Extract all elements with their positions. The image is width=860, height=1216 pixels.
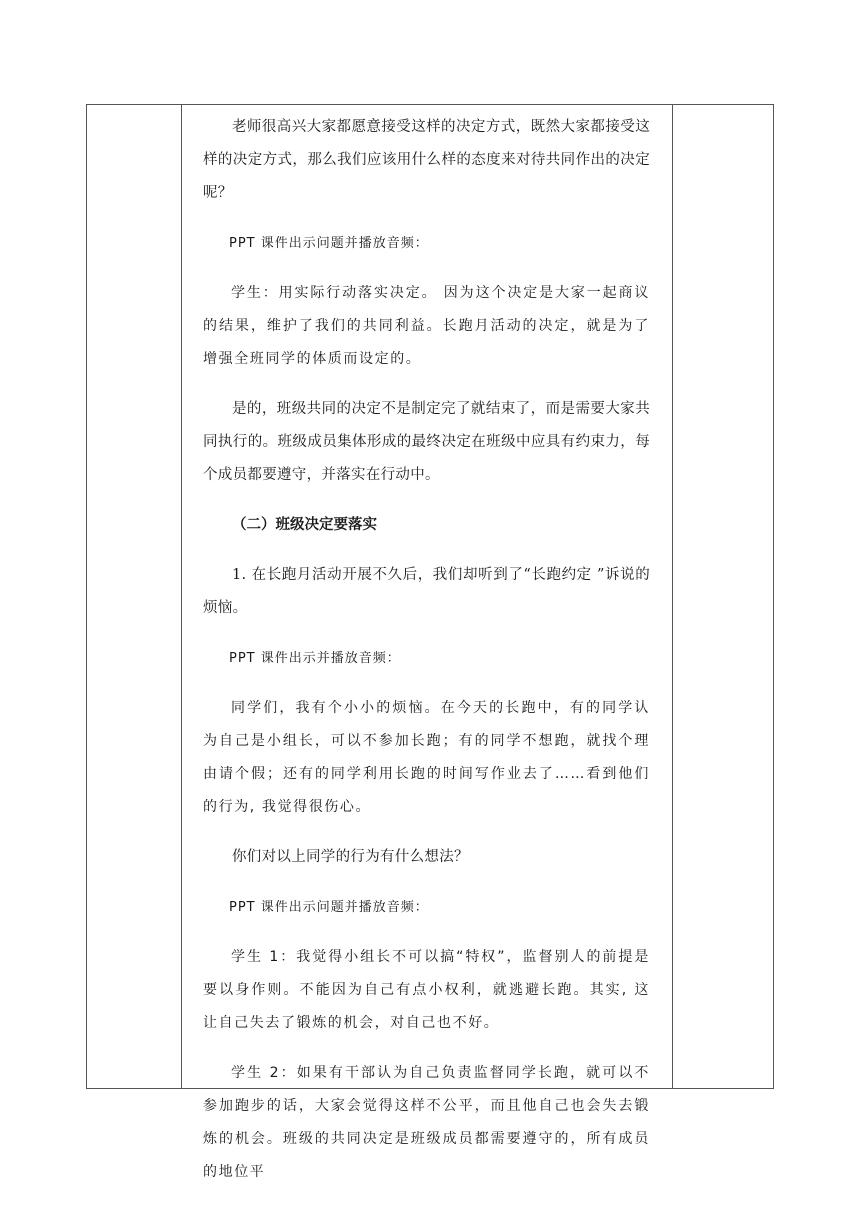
- paragraph-teacher-question: 老师很高兴大家都愿意接受这样的决定方式，既然大家都接受这样的决定方式，那么我们应该用什么样的态度来对待共同作出的决定呢？: [203, 119, 650, 201]
- paragraph-activity-intro: 1. 在长跑月活动开展不久后，我们却听到了“长跑约定 ”诉说的烦恼。: [203, 567, 650, 616]
- paragraph-student-answer: 学生：用实际行动落实决定。 因为这个决定是大家一起商议的结果，维护了我们的共同利益。长跑月活动的决定，就是为了增强全班同学的体质而设定的。: [203, 285, 650, 367]
- paragraph-ppt-instruction-2: PPT 课件出示并播放音频：: [229, 651, 401, 666]
- paragraph-student-1: 学生 1：我觉得小组长不可以搞“特权”，监督别人的前提是要以身作则。不能因为自己有点小权利，就逃避长跑。其实, 这让自己失去了锻炼的机会，对自己也不好。: [203, 949, 650, 1031]
- column-divider-right: [672, 105, 673, 1088]
- paragraph-teacher-summary: 是的，班级共同的决定不是制定完了就结束了，而是需要大家共同执行的。班级成员集体形成的最终决定在班级中应具有约束力，每个成员都要遵守，并落实在行动中。: [203, 401, 650, 483]
- section-heading: （二）班级决定要落实: [232, 517, 377, 533]
- paragraph-ppt-instruction-3: PPT 课件出示问题并播放音频：: [229, 900, 429, 915]
- paragraph-question: 你们对以上同学的行为有什么想法？: [232, 849, 469, 865]
- lesson-table: [86, 104, 774, 1180]
- paragraph-student-2: 学生 2：如果有干部认为自己负责监督同学长跑，就可以不参加跑步的话，大家会觉得这样不公平，而且他自己也会失去锻炼的机会。班级的共同决定是班级成员都需要遵守的，所有成员的地位平: [203, 1065, 650, 1180]
- paragraph-audio-content: 同学们，我有个小小的烦恼。在今天的长跑中，有的同学认为自己是小组长，可以不参加长跑；有的同学不想跑，就找个理由请个假；还有的同学利用长跑的时间写作业去了……看到他们的行为, 我觉得很伤心。: [203, 700, 650, 815]
- lesson-content-cell: [181, 105, 672, 1180]
- paragraph-ppt-instruction-1: PPT 课件出示问题并播放音频：: [229, 236, 429, 251]
